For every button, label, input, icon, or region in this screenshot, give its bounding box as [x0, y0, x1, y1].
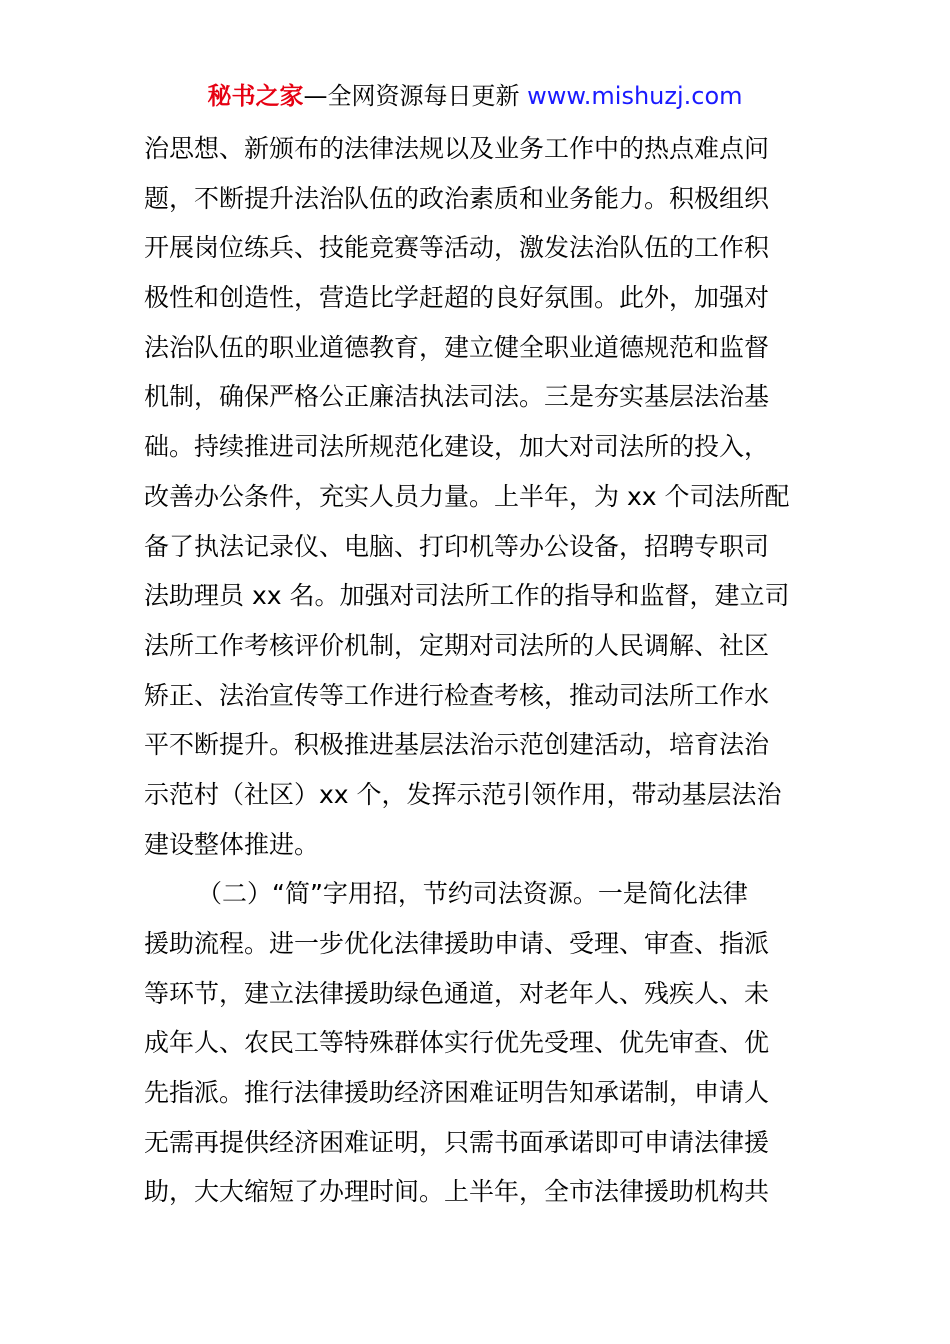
text-line: 先指派。推行法律援助经济困难证明告知承诺制，申请人 — [144, 1078, 770, 1108]
text-line: 示范村（社区）xx 个，发挥示范引领作用，带动基层法治 — [144, 779, 782, 809]
text-line: 法治队伍的职业道德教育，建立健全职业道德规范和监督 — [144, 332, 770, 362]
text-line: 题，不断提升法治队伍的政治素质和业务能力。积极组织 — [144, 183, 770, 213]
site-url-link[interactable]: www.mishuzj.com — [527, 82, 743, 110]
text-line: 矫正、法治宣传等工作进行检查考核，推动司法所工作水 — [144, 680, 770, 710]
text-line: 助，大大缩短了办理时间。上半年，全市法律援助机构共 — [144, 1177, 770, 1207]
text-line: 成年人、农民工等特殊群体实行优先受理、优先审查、优 — [144, 1028, 770, 1058]
text-line: 治思想、新颁布的法律法规以及业务工作中的热点难点问 — [144, 134, 770, 163]
text-line: 无需再提供经济困难证明，只需书面承诺即可申请法律援 — [144, 1127, 770, 1157]
text-line: 极性和创造性，营造比学赶超的良好氛围。此外，加强对 — [144, 283, 770, 313]
text-line: 法所工作考核评价机制，定期对司法所的人民调解、社区 — [144, 630, 770, 660]
text-line: 建设整体推进。 — [144, 829, 320, 859]
section-heading-line: （二）“简”字用招，节约司法资源。一是简化法律 — [197, 879, 748, 909]
text-line: 援助流程。进一步优化法律援助申请、受理、审查、指派 — [144, 929, 770, 958]
text-line: 改善办公条件，充实人员力量。上半年，为 xx 个司法所配 — [144, 481, 790, 511]
text-line: 法助理员 xx 名。加强对司法所工作的指导和监督，建立司 — [144, 581, 790, 611]
text-line: 备了执法记录仪、电脑、打印机等办公设备，招聘专职司 — [144, 531, 770, 561]
text-line: 础。持续推进司法所规范化建设，加大对司法所的投入， — [144, 432, 770, 462]
site-header — [0, 80, 950, 112]
document-body — [144, 124, 809, 1217]
text-line: 平不断提升。积极推进基层法治示范创建活动，培育法治 — [144, 730, 770, 760]
site-tagline: —全网资源每日更新 — [303, 82, 528, 110]
text-line: 开展岗位练兵、技能竞赛等活动，激发法治队伍的工作积 — [144, 233, 770, 263]
text-line: 等环节，建立法律援助绿色通道，对老年人、残疾人、未 — [144, 978, 770, 1008]
site-brand: 秘书之家 — [207, 82, 304, 110]
text-line: 机制，确保严格公正廉洁执法司法。三是夯实基层法治基 — [144, 382, 770, 412]
